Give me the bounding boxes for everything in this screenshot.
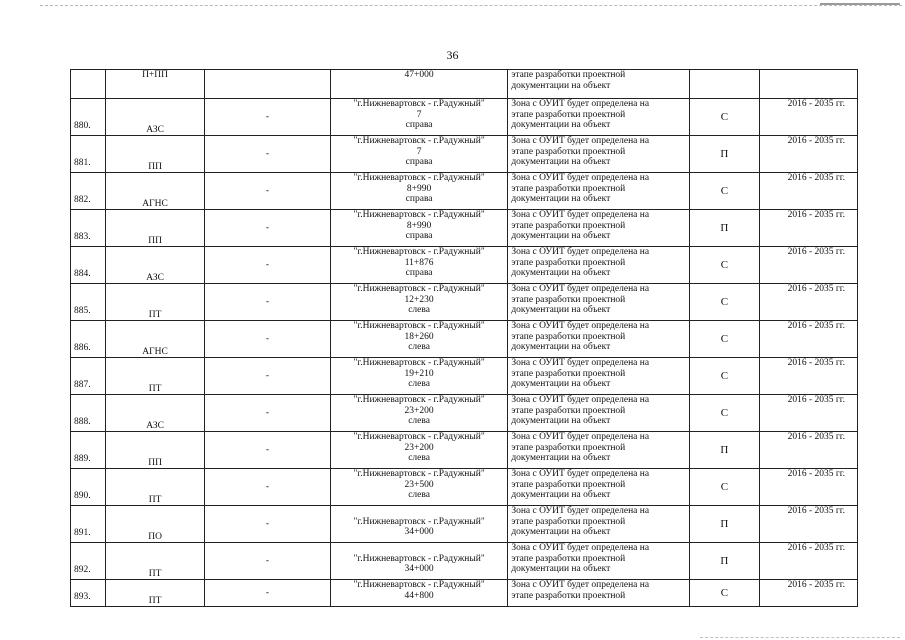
cell-zone: Зона с ОУИТ будет определена на этапе разработки проектной документации на объект — [508, 173, 690, 210]
cell-object-type: ПТ — [106, 469, 205, 506]
cell-location: "г.Нижневартовск - г.Радужный" 19+210 слева — [330, 358, 507, 395]
cell-object-type: АГНС — [106, 173, 205, 210]
cell-location: "г.Нижневартовск - г.Радужный" 34+000 — [330, 543, 507, 580]
cell-number: 891. — [71, 506, 106, 543]
cell-object-type: ПТ — [106, 543, 205, 580]
cell-category: С — [689, 99, 759, 136]
cell-term: 2016 - 2035 гг. — [759, 99, 857, 136]
cell-category: С — [689, 247, 759, 284]
cell-location: "г.Нижневартовск - г.Радужный" 23+200 слева — [330, 432, 507, 469]
cell-location: "г.Нижневартовск - г.Радужный" 18+260 слева — [330, 321, 507, 358]
cell-number: 886. — [71, 321, 106, 358]
cell-object-type: ПТ — [106, 284, 205, 321]
cell-location: "г.Нижневартовск - г.Радужный" 12+230 слева — [330, 284, 507, 321]
cell-number: 885. — [71, 284, 106, 321]
cell-term: 2016 - 2035 гг. — [759, 136, 857, 173]
cell-object-type: ПТ — [106, 358, 205, 395]
cell-number: 893. — [71, 580, 106, 607]
cell-location: "г.Нижневартовск - г.Радужный" 23+500 слева — [330, 469, 507, 506]
cell-dash: - — [205, 284, 331, 321]
cell-dash: - — [205, 358, 331, 395]
cell-term: 2016 - 2035 гг. — [759, 247, 857, 284]
cell-location: "г.Нижневартовск - г.Радужный" 34+000 — [330, 506, 507, 543]
scan-artifact-top-right — [820, 3, 900, 5]
table-row-continued — [71, 70, 858, 99]
cell-object-type: ПП — [106, 136, 205, 173]
cell-zone: Зона с ОУИТ будет определена на этапе разработки проектной документации на объект — [508, 469, 690, 506]
cell-zone: Зона с ОУИТ будет определена на этапе разработки проектной документации на объект — [508, 543, 690, 580]
cell-dash: - — [205, 136, 331, 173]
cell-zone: этапе разработки проектной документации на объект — [508, 70, 690, 99]
cell-zone: Зона с ОУИТ будет определена на этапе разработки проектной документации на объект — [508, 284, 690, 321]
cell-dash: - — [205, 321, 331, 358]
cell-term: 2016 - 2035 гг. — [759, 210, 857, 247]
cell-zone: Зона с ОУИТ будет определена на этапе разработки проектной — [508, 580, 690, 607]
cell-category: С — [689, 395, 759, 432]
table-row — [71, 247, 858, 284]
cell-number: 892. — [71, 543, 106, 580]
cell-term: 2016 - 2035 гг. — [759, 395, 857, 432]
cell-location: "г.Нижневартовск - г.Радужный" 8+990 справа — [330, 210, 507, 247]
cell-object-type: ПП — [106, 432, 205, 469]
cell-location: "г.Нижневартовск - г.Радужный" 7 справа — [330, 136, 507, 173]
cell-object-type: АЗС — [106, 395, 205, 432]
table-row — [71, 210, 858, 247]
cell-zone: Зона с ОУИТ будет определена на этапе разработки проектной документации на объект — [508, 99, 690, 136]
cell-number — [71, 70, 106, 99]
cell-number: 880. — [71, 99, 106, 136]
cell-location: "г.Нижневартовск - г.Радужный" 8+990 справа — [330, 173, 507, 210]
cell-zone: Зона с ОУИТ будет определена на этапе разработки проектной документации на объект — [508, 247, 690, 284]
cell-term: 2016 - 2035 гг. — [759, 432, 857, 469]
cell-term: 2016 - 2035 гг. — [759, 284, 857, 321]
cell-term: 2016 - 2035 гг. — [759, 358, 857, 395]
cell-zone: Зона с ОУИТ будет определена на этапе разработки проектной документации на объект — [508, 210, 690, 247]
cell-number: 890. — [71, 469, 106, 506]
cell-category: П — [689, 432, 759, 469]
cell-category: П — [689, 543, 759, 580]
table-row — [71, 469, 858, 506]
cell-object-type: П+ПП — [106, 70, 205, 99]
table-row — [71, 432, 858, 469]
cell-zone: Зона с ОУИТ будет определена на этапе разработки проектной документации на объект — [508, 506, 690, 543]
cell-dash: - — [205, 210, 331, 247]
cell-category: П — [689, 136, 759, 173]
cell-term: 2016 - 2035 гг. — [759, 469, 857, 506]
cell-zone: Зона с ОУИТ будет определена на этапе разработки проектной документации на объект — [508, 136, 690, 173]
cell-object-type: АГНС — [106, 321, 205, 358]
cell-term: 2016 - 2035 гг. — [759, 580, 857, 607]
cell-number: 881. — [71, 136, 106, 173]
cell-location: "г.Нижневартовск - г.Радужный" 44+800 — [330, 580, 507, 607]
cell-number: 887. — [71, 358, 106, 395]
cell-dash: - — [205, 395, 331, 432]
table-row — [71, 543, 858, 580]
table-row — [71, 395, 858, 432]
table-row — [71, 284, 858, 321]
cell-zone: Зона с ОУИТ будет определена на этапе разработки проектной документации на объект — [508, 395, 690, 432]
cell-category: С — [689, 358, 759, 395]
cell-category: С — [689, 173, 759, 210]
cell-location: "г.Нижневартовск - г.Радужный" 11+876 справа — [330, 247, 507, 284]
cell-dash: - — [205, 580, 331, 607]
table-row — [71, 358, 858, 395]
cell-dash: - — [205, 469, 331, 506]
cell-number: 889. — [71, 432, 106, 469]
cell-category: С — [689, 580, 759, 607]
cell-dash: - — [205, 432, 331, 469]
cell-dash: - — [205, 99, 331, 136]
cell-category: С — [689, 321, 759, 358]
cell-dash: - — [205, 173, 331, 210]
cell-term — [759, 70, 857, 99]
cell-term: 2016 - 2035 гг. — [759, 321, 857, 358]
cell-term: 2016 - 2035 гг. — [759, 173, 857, 210]
table-row — [71, 99, 858, 136]
cell-category: П — [689, 506, 759, 543]
cell-category: С — [689, 284, 759, 321]
cell-object-type: АЗС — [106, 247, 205, 284]
cell-number: 884. — [71, 247, 106, 284]
cell-dash — [205, 70, 331, 99]
cell-dash: - — [205, 543, 331, 580]
scan-artifact-bottom — [700, 637, 900, 638]
cell-number: 883. — [71, 210, 106, 247]
cell-location: "г.Нижневартовск - г.Радужный" 23+200 слева — [330, 395, 507, 432]
cell-zone: Зона с ОУИТ будет определена на этапе разработки проектной документации на объект — [508, 321, 690, 358]
cell-object-type: АЗС — [106, 99, 205, 136]
table-row — [71, 506, 858, 543]
registry-table — [70, 69, 858, 607]
cell-term: 2016 - 2035 гг. — [759, 543, 857, 580]
cell-term: 2016 - 2035 гг. — [759, 506, 857, 543]
cell-number: 882. — [71, 173, 106, 210]
cell-zone: Зона с ОУИТ будет определена на этапе разработки проектной документации на объект — [508, 432, 690, 469]
table-row — [71, 321, 858, 358]
cell-category — [689, 70, 759, 99]
table-row — [71, 173, 858, 210]
cell-zone: Зона с ОУИТ будет определена на этапе разработки проектной документации на объект — [508, 358, 690, 395]
page-number: 36 — [446, 48, 459, 62]
table-row — [71, 136, 858, 173]
cell-object-type: ПП — [106, 210, 205, 247]
scan-artifact-top — [40, 5, 902, 6]
cell-location: "г.Нижневартовск - г.Радужный" 7 справа — [330, 99, 507, 136]
cell-dash: - — [205, 506, 331, 543]
cell-number: 888. — [71, 395, 106, 432]
cell-category: С — [689, 469, 759, 506]
cell-category: П — [689, 210, 759, 247]
cell-object-type: ПТ — [106, 580, 205, 607]
cell-object-type: ПО — [106, 506, 205, 543]
cell-dash: - — [205, 247, 331, 284]
cell-location: 47+000 — [330, 70, 507, 99]
table-row — [71, 580, 858, 607]
